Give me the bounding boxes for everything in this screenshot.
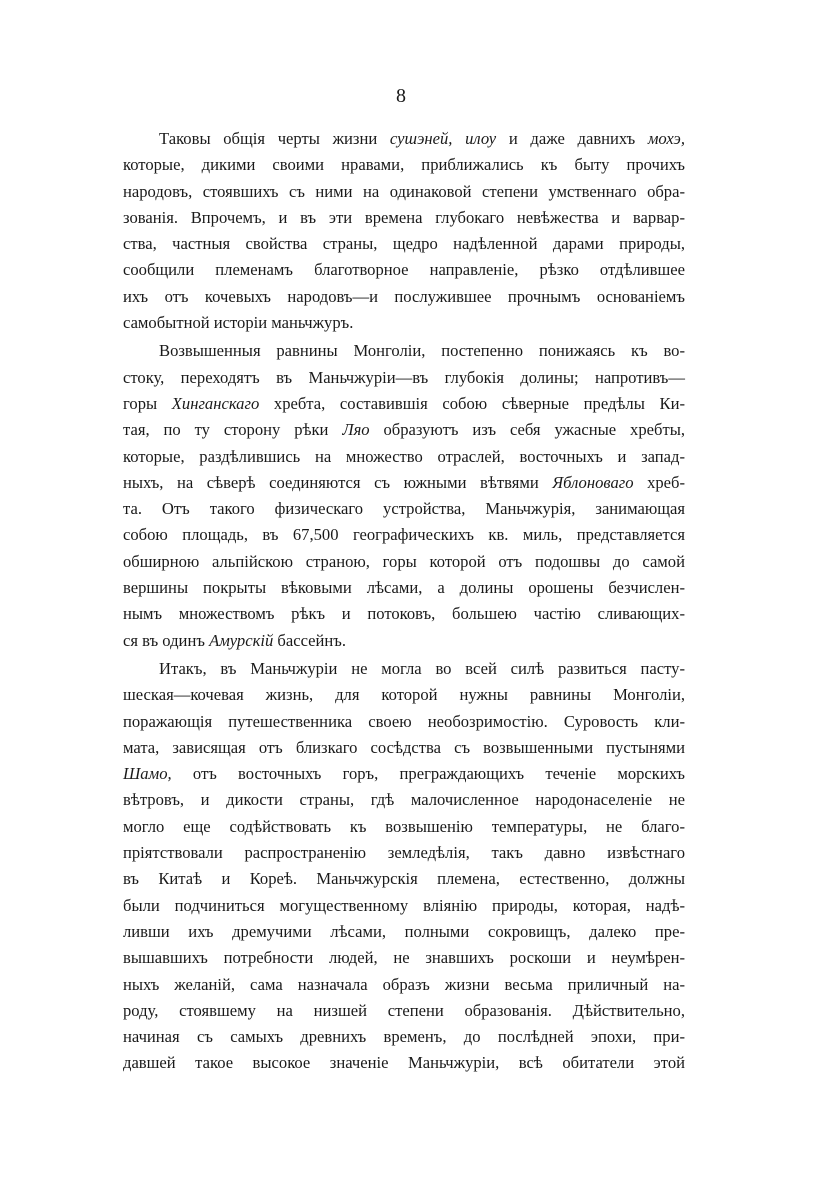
- paragraph: [123, 126, 685, 336]
- text-line: были подчиниться могущественному вліянію природы, которая, надѣ-: [123, 895, 685, 915]
- text-line: вѣтровъ, и дикости страны, гдѣ малочисленное народонаселеніе не: [123, 790, 685, 810]
- text-line: ныхъ желаній, сама назначала образъ жизни весьма приличный на-: [123, 974, 685, 994]
- text-line: мата, зависящая отъ близкаго сосѣдства съ возвышенными пустынями: [123, 737, 685, 757]
- text-line: ныхъ, на сѣверѣ соединяются съ южными вѣтвями Яблоноваго хреб-: [123, 472, 686, 492]
- text-line: Таковы общія черты жизни сушэней, илоу и даже давнихъ мохэ,: [159, 129, 686, 148]
- text-line: ливши ихъ дремучими лѣсами, полными сокровищъ, далеко пре-: [123, 921, 685, 941]
- text-line: которые, дикими своими нравами, приближались къ быту прочихъ: [123, 155, 685, 175]
- text-line: обширною альпійскою страною, горы которой отъ подошвы до самой: [123, 551, 685, 571]
- text-line: ся въ одинъ Амурскій бассейнъ.: [123, 630, 347, 650]
- italic-term: Шамо,: [123, 764, 172, 784]
- text-line: въ Китаѣ и Кореѣ. Маньчжурскія племена, естественно, должны: [123, 869, 685, 889]
- text-line: могло еще содѣйствовать къ возвышенію температуры, не благо-: [123, 816, 685, 836]
- text-line: Итакъ, въ Маньчжуріи не могла во всей силѣ развиться пасту-: [159, 658, 685, 678]
- text-line: нымъ множествомъ рѣкъ и потоковъ, большею частію сливающих-: [123, 604, 685, 624]
- text-line: вершины покрыты вѣковыми лѣсами, а долины орошены безчислен-: [123, 578, 685, 598]
- italic-term: Хинганскаго: [171, 393, 260, 413]
- italic-term: мохэ,: [647, 129, 686, 148]
- text-line: сообщили племенамъ благотворное направленіе, рѣзко отдѣлившее: [123, 260, 685, 280]
- text-line: поражающія путешественника своею необозримостію. Суровость кли-: [123, 711, 685, 731]
- text-line: которые, раздѣлившись на множество отраслей, восточныхъ и запад-: [123, 446, 685, 466]
- text-line: Шамо, отъ восточныхъ горъ, преграждающихъ теченіе морскихъ: [123, 764, 685, 784]
- text-line: роду, стоявшему на низшей степени образованія. Дѣйствительно,: [123, 1000, 685, 1020]
- page-number: 8: [396, 85, 406, 107]
- text-line: начиная съ самыхъ древнихъ временъ, до послѣдней эпохи, при-: [123, 1027, 685, 1047]
- italic-term: сушэней, илоу: [389, 129, 497, 148]
- body-text: [123, 126, 685, 1079]
- paragraph: [123, 338, 685, 654]
- text-line: горы Хинганскаго хребта, составившія собою сѣверные предѣлы Ки-: [123, 393, 685, 413]
- italic-term: Яблоноваго: [552, 472, 634, 492]
- text-line: народовъ, стоявшихъ съ ними на одинаковой степени умственнаго обра-: [123, 181, 685, 201]
- text-line: та. Отъ такого физическаго устройства, Маньчжурія, занимающая: [123, 499, 685, 519]
- text-line: собою площадь, въ 67,500 географическихъ кв. миль, представляется: [123, 525, 685, 545]
- text-line: ства, частныя свойства страны, щедро надѣленной дарами природы,: [123, 234, 685, 254]
- italic-term: Ляо: [342, 420, 370, 440]
- text-line: стоку, переходятъ въ Маньчжуріи—въ глубокія долины; напротивъ—: [123, 367, 685, 387]
- text-line: ихъ отъ кочевыхъ народовъ—и послужившее прочнымъ основаніемъ: [123, 286, 685, 306]
- text-line: зованія. Впрочемъ, и въ эти времена глубокаго невѣжества и варвар-: [123, 207, 685, 227]
- text-line: давшей такое высокое значеніе Маньчжуріи, всѣ обитатели этой: [123, 1053, 685, 1073]
- italic-term: Амурскій: [209, 630, 274, 650]
- text-line: тая, по ту сторону рѣки Ляо образуютъ изъ себя ужасные хребты,: [123, 420, 685, 440]
- text-line: вышавшихъ потребности людей, не знавшихъ роскоши и неумѣрен-: [123, 948, 685, 968]
- text-line: Возвышенныя равнины Монголіи, постепенно понижаясь къ во-: [159, 341, 685, 361]
- text-line: самобытной исторіи маньчжуръ.: [123, 313, 354, 333]
- text-line: шеская—кочевая жизнь, для которой нужны равнины Монголіи,: [123, 685, 685, 705]
- paragraph: [123, 656, 685, 1077]
- text-line: пріятствовали распространенію земледѣлія, такъ давно извѣстнаго: [123, 843, 685, 863]
